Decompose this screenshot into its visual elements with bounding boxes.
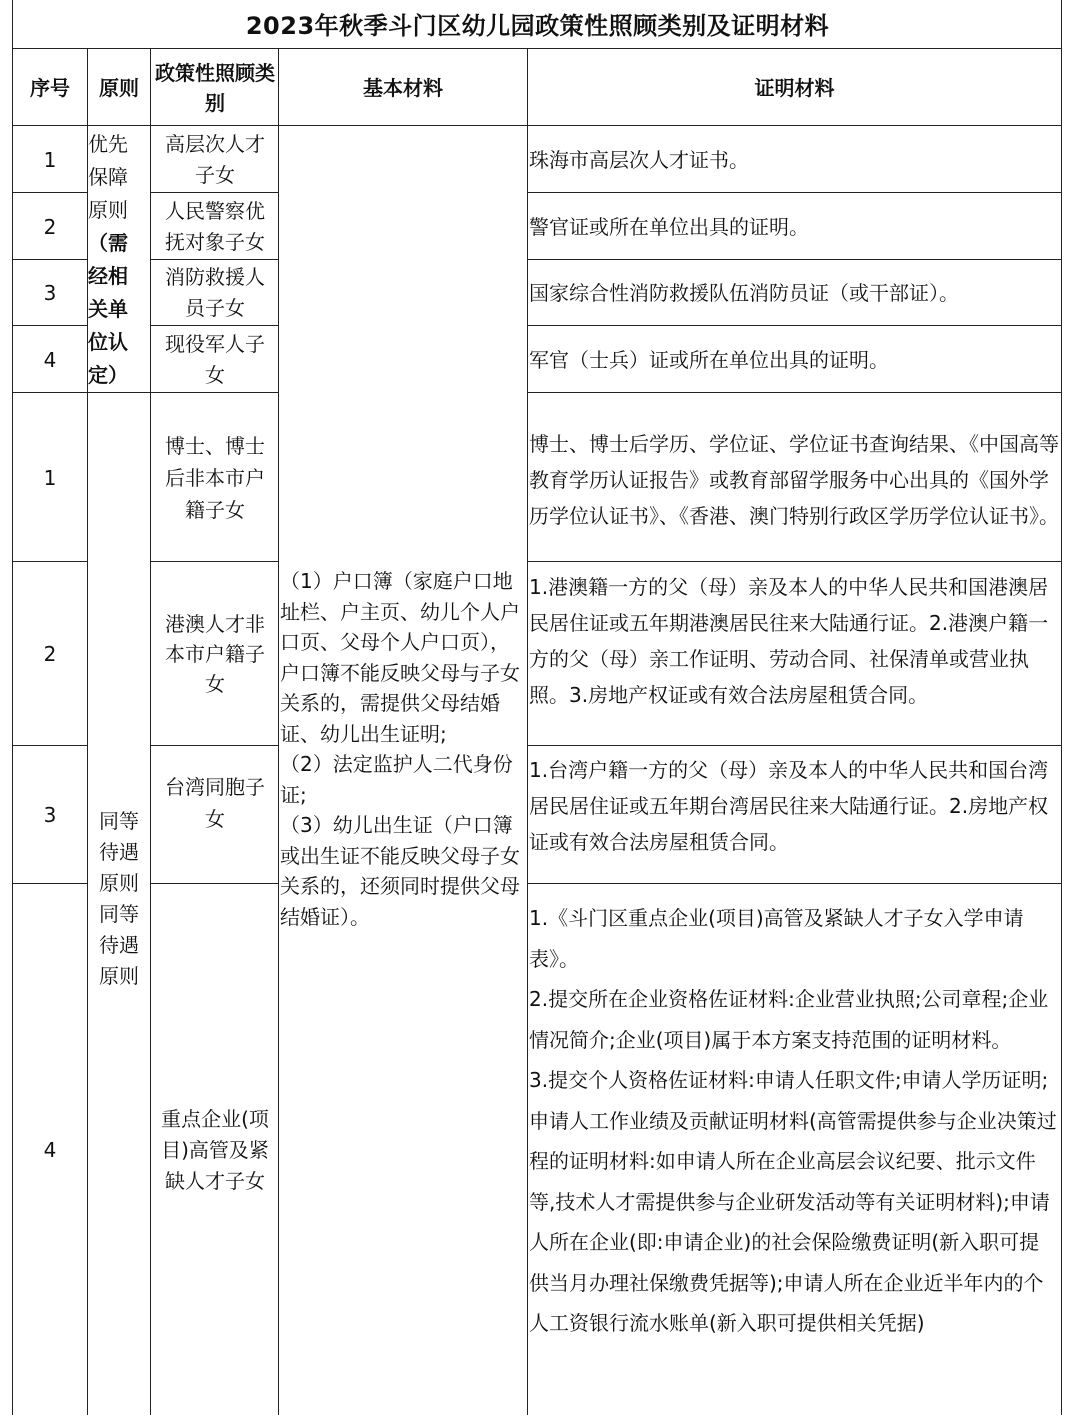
row-line	[150, 561, 279, 562]
header-basic: 基本材料	[363, 75, 443, 100]
principle-line: 同等	[99, 809, 139, 833]
col-divider-proof	[527, 48, 528, 1415]
principle-line: 同等	[99, 902, 139, 926]
seq-cell: 4	[43, 1138, 57, 1162]
row-line	[527, 883, 1062, 884]
basic-material-item: （1）户口簿（家庭户口地址栏、户主页、幼儿个人户口页、父母个人户口页），户口簿不能反映父母与子女关系的，需提供父母结婚证、幼儿出生证明;	[280, 569, 520, 746]
row-line	[12, 745, 88, 746]
seq-cell: 3	[43, 281, 57, 305]
proof-cell: 1.台湾户籍一方的父（母）亲及本人的中华人民共和国台湾居民居住证或五年期台湾居民往来大陆通行证。2.房地产权证或有效合法房屋租赁合同。	[529, 758, 1049, 854]
row-line	[150, 883, 279, 884]
header-category: 政策性照顾类别	[155, 60, 275, 115]
row-line	[12, 561, 88, 562]
principle-line: 原则	[99, 964, 139, 988]
basic-material-item: （3）幼儿出生证（户口簿或出生证不能反映父母子女关系的，还须同时提供父母结婚证）。	[280, 813, 520, 929]
seq-cell: 4	[43, 347, 57, 372]
principle-equal	[88, 806, 150, 1006]
proof-cell: 警官证或所在单位出具的证明。	[529, 214, 809, 239]
principle-note-line: 定）	[88, 363, 128, 387]
seq-cell: 1	[43, 465, 57, 490]
row-line	[150, 259, 279, 260]
col-divider-basic	[278, 48, 279, 1415]
proof-paragraph: 3.提交个人资格佐证材料:申请人任职文件;申请人学历证明;申请人工作业绩及贡献证明材料(高管需提供参与企业决策过程的证明材料:如申请人所在企业高层会议纪要、批示文件等,技术人才需提供参与企业研发活动等有关证明材料);申请人所在企业(即:申请企业)的社会保险缴费证明(新入职可提	[529, 1068, 1057, 1254]
principle-note-line: 位认	[88, 330, 128, 354]
row-line	[12, 325, 88, 326]
col-divider-category	[150, 48, 151, 1415]
principle-line: 待遇	[99, 840, 139, 864]
proof-paragraph: 供当月办理社保缴费凭据等);申请人所在企业近半年内的个人工资银行流水账单(新入职可提供相关凭据)	[529, 1270, 1044, 1335]
basic-material-cell	[280, 566, 526, 986]
title-bottom-line	[12, 48, 1062, 49]
row-line	[527, 192, 1062, 193]
row-line	[150, 192, 279, 193]
category-cell: 重点企业(项目)高管及紧缺人才子女	[161, 1106, 269, 1193]
header-bottom-line	[12, 125, 1062, 126]
row-line	[527, 561, 1062, 562]
proof-cell-list	[529, 898, 1059, 1413]
row-line	[12, 192, 88, 193]
seq-cell: 1	[43, 147, 57, 172]
category-cell: 台湾同胞子女	[165, 775, 265, 831]
group-line	[12, 392, 279, 393]
row-line	[527, 325, 1062, 326]
proof-cell: 博士、博士后学历、学位证、学位证书查询结果、《中国高等教育学历认证报告》或教育部留学服务中心出具的《国外学历学位认证书》、《香港、澳门特别行政区学历学位认证书》。	[529, 431, 1059, 528]
row-line	[150, 325, 279, 326]
principle-line: 优先	[88, 132, 128, 156]
principle-line: 原则	[88, 198, 128, 222]
row-line	[527, 745, 1062, 746]
principle-note-line: 关单	[88, 297, 128, 321]
seq-cell: 3	[43, 803, 57, 827]
document-title: 2023年秋季斗门区幼儿园政策性照顾类别及证明材料	[245, 11, 830, 40]
table-border-right	[1061, 0, 1062, 1415]
proof-paragraph: 2.提交所在企业资格佐证材料:企业营业执照;公司章程;企业情况简介;企业(项目)属于本方案支持范围的证明材料。	[529, 987, 1049, 1052]
proof-cell: 国家综合性消防救援队伍消防员证（或干部证）。	[529, 281, 959, 305]
principle-note-line: 经相	[88, 264, 128, 288]
principle-line: 保障	[88, 165, 128, 189]
category-cell: 高层次人才子女	[165, 131, 265, 187]
row-line	[150, 745, 279, 746]
category-cell: 博士、博士后非本市户籍子女	[165, 433, 265, 522]
principle-priority	[88, 128, 150, 392]
category-cell: 现役军人子女	[165, 331, 265, 387]
proof-paragraph: 1.《斗门区重点企业(项目)高管及紧缺人才子女入学申请表》。	[529, 906, 1024, 971]
header-proof: 证明材料	[754, 75, 835, 100]
category-cell: 人民警察优抚对象子女	[165, 198, 265, 254]
row-line	[527, 259, 1062, 260]
category-cell: 消防救援人员子女	[165, 265, 265, 320]
row-line	[12, 259, 88, 260]
proof-cell: 军官（士兵）证或所在单位出具的证明。	[529, 347, 889, 372]
proof-cell: 1.港澳籍一方的父（母）亲及本人的中华人民共和国港澳居民居住证或五年期港澳居民往来大陆通行证。2.港澳户籍一方的父（母）亲工作证明、劳动合同、社保清单或营业执照。3.房地产权证或有效合法房屋租赁合同。	[529, 575, 1049, 707]
header-seq: 序号	[30, 75, 70, 100]
seq-cell: 2	[43, 214, 57, 239]
category-cell: 港澳人才非本市户籍子女	[165, 612, 265, 696]
seq-cell: 2	[43, 642, 57, 666]
principle-line: 原则	[99, 871, 139, 895]
principle-note-line: （需	[88, 231, 128, 255]
header-principle: 原则	[99, 75, 139, 100]
row-line	[12, 883, 88, 884]
row-line	[527, 392, 1062, 393]
principle-line: 待遇	[99, 933, 139, 957]
basic-material-item: （2）法定监护人二代身份证;	[280, 752, 513, 807]
proof-cell: 珠海市高层次人才证书。	[529, 147, 749, 172]
